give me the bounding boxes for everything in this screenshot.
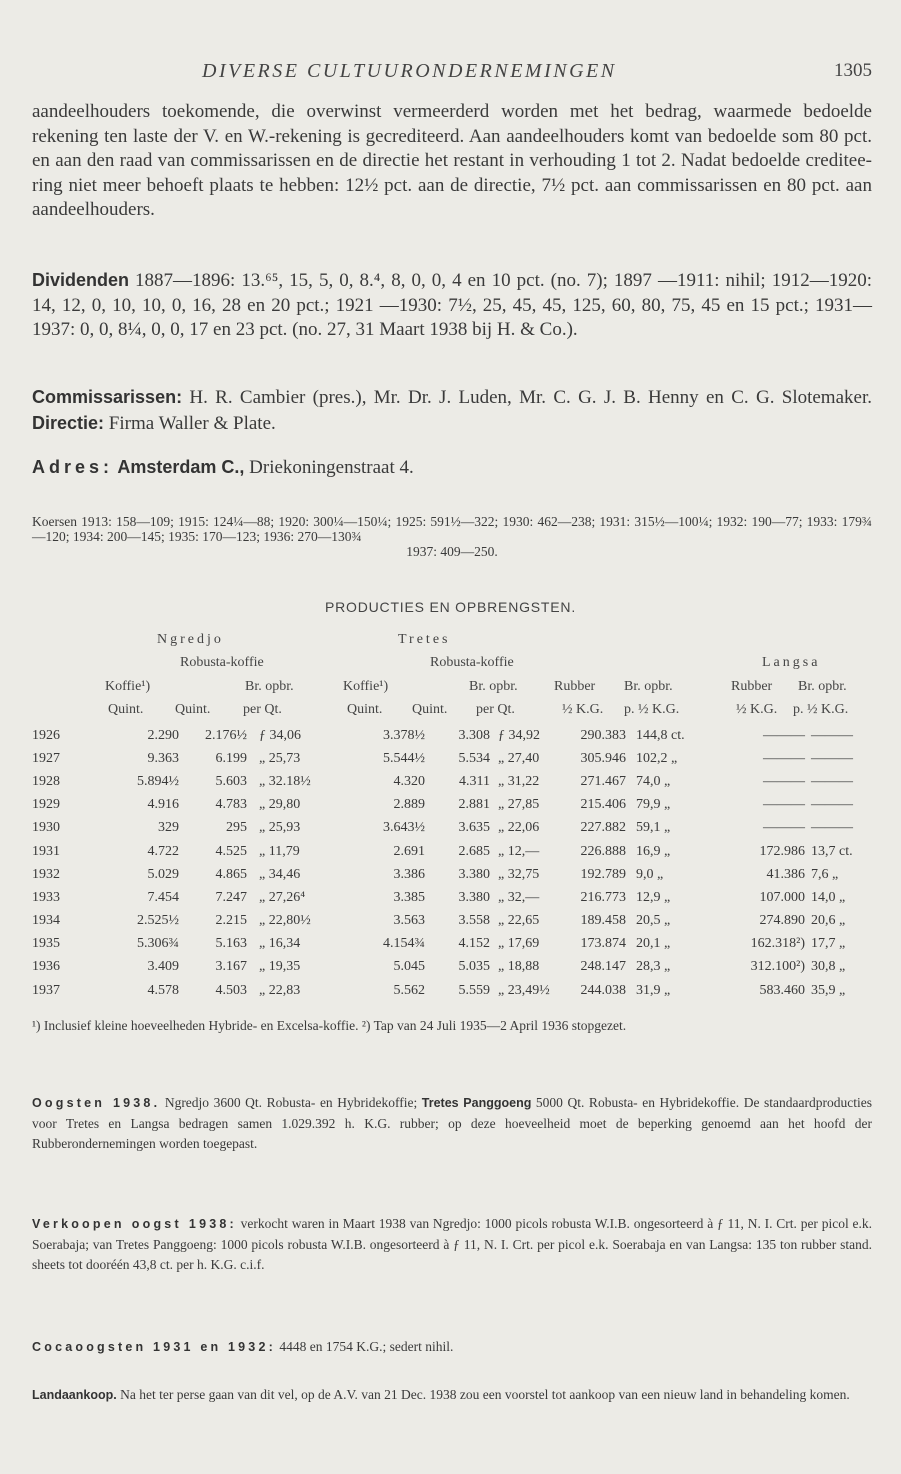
cell-langsa-rubber: 312.100²)	[750, 959, 805, 975]
cell-ngredjo-koffie: 2.290	[147, 727, 179, 743]
cocaoogsten-paragraph	[32, 1337, 872, 1358]
header-quint-3: Quint.	[347, 702, 383, 717]
cell-ngredjo-koffie: 3.409	[147, 959, 179, 975]
cell-tretes-rubber-bropbr: 144,8 ct.	[636, 727, 685, 743]
intro-paragraph: aandeelhouders toekomende, die overwinst vermeerderd worden met het bedrag, waarmede bedoelde rekening ten laste der V. en W.-rekening is gecrediteerd. Aan aandeelhouders komt van bedoelde som 80 pct. en aan den raad van commissarissen en de directie het restant in verhouding 1 tot 2. Nadat bedoelde crediteering niet meer behoeft plaats te hebben: 12½ pct. aan de directie, 7½ pct. aan commissarissen en 80 pct. aan aandeelhouders.	[32, 101, 872, 220]
header-rubber-langsa: Rubber	[731, 679, 773, 694]
cell-langsa-rubber: ———	[763, 750, 805, 766]
cell-tretes-rubber-bropbr: 9,0 „	[636, 866, 664, 882]
header-bropbr-langsa: Br. opbr.	[798, 679, 847, 694]
cell-langsa-rubber: 41.386	[766, 866, 805, 882]
cell-tretes-bropbr: „ 23,49½	[498, 982, 550, 998]
cell-tretes-rubber: 189.458	[580, 913, 626, 929]
cell-tretes-rubber-bropbr: 28,3 „	[636, 959, 671, 975]
cell-tretes-bropbr: „ 17,69	[498, 936, 540, 952]
cell-tretes-rubber-bropbr: 20,5 „	[636, 913, 671, 929]
cell-ngredjo-quint: 4.503	[215, 982, 247, 998]
cell-tretes-rubber: 305.946	[580, 750, 626, 766]
page-header	[32, 60, 872, 88]
cell-tretes-bropbr: ƒ 34,92	[498, 727, 540, 743]
cell-ngredjo-koffie: 9.363	[147, 750, 179, 766]
oogsten-text-2: 5000 Qt. Robusta- en Hybridekoffie. De standaardproducties voor Tretes en Langsa bedragen samen 1.029.392 h. K.G. rubber; op deze hoeveelheid moet de beperking genoemd aan het hoofd der Rubberondernemingen worden toegepast.	[32, 1095, 872, 1151]
cell-tretes-rubber: 192.789	[580, 866, 626, 882]
table-row	[32, 724, 873, 747]
cell-year: 1927	[32, 750, 60, 766]
cell-ngredjo-bropbr: „ 22,80½	[259, 913, 311, 929]
cell-langsa-rubber: 583.460	[759, 982, 805, 998]
table-row	[32, 817, 873, 840]
cell-year: 1929	[32, 797, 60, 813]
koersen-last: 1937: 409—250.	[406, 544, 498, 559]
cell-ngredjo-quint: 5.603	[215, 773, 247, 789]
group-tretes: Tretes	[398, 632, 451, 647]
header-bropbr-tretes: Br. opbr.	[469, 679, 518, 694]
cell-tretes-bropbr: „ 32,—	[498, 889, 540, 905]
table-row	[32, 979, 873, 1002]
cell-ngredjo-bropbr: „ 19,35	[259, 959, 301, 975]
cell-tretes-koffie: 3.385	[393, 889, 425, 905]
cell-tretes-rubber: 173.874	[580, 936, 626, 952]
dividenden-text: 1887—1896: 13.⁶⁵, 15, 5, 0, 8.⁴, 8, 0, 0, 4 en 10 pct. (no. 7); 1897 —1911: nihil; 1912—1920: 14, 12, 0, 10, 10, 0, 16, 28 en 20 pct.; 1921 —1930: 7½, 25, 45, 45, 125, 60, 80, 75, 45 en 15 pct.; 1931—1937: 0, 0, 8¼, 0, 0, 17 en 23 pct. (no. 27, 31 Maart 1938 bij H. & Co.).	[32, 270, 872, 340]
cell-langsa-rubber: ———	[763, 727, 805, 743]
table-title: PRODUCTIES EN OPBRENGSTEN.	[324, 599, 577, 615]
cell-tretes-koffie: 2.889	[393, 797, 425, 813]
cell-tretes-quint: 5.559	[458, 982, 490, 998]
cell-ngredjo-quint: 4.865	[215, 866, 247, 882]
cell-langsa-rubber: 107.000	[759, 889, 805, 905]
koersen-main: Koersen 1913: 158—109; 1915: 124¼—88; 1920: 300¼—150¼; 1925: 591½—322; 1930: 462—238; 1931: 315½—100¼; 1932: 190—77; 1933: 179¾—120; 1934: 200—145; 1935: 170—123; 1936: 270—130¾	[32, 514, 872, 544]
cell-tretes-quint: 2.881	[458, 797, 490, 813]
table-footnote: ¹) Inclusief kleine hoeveelheden Hybride- en Excelsa-koffie. ²) Tap van 24 Juli 1935—2 April 1936 stopgezet.	[32, 1018, 627, 1033]
koersen-paragraph	[32, 514, 872, 559]
cell-tretes-rubber: 216.773	[580, 889, 626, 905]
commissarissen-text: H. R. Cambier (pres.), Mr. Dr. J. Luden, Mr. C. G. J. B. Henny en C. G. Slotemaker.	[182, 387, 872, 408]
cocaoogsten-label: Cocaoogsten 1931 en 1932:	[32, 1340, 276, 1354]
cell-ngredjo-quint: 6.199	[215, 750, 247, 766]
directie-label: Directie:	[32, 412, 105, 433]
table-row	[32, 840, 873, 863]
cell-langsa-bropbr: 30,8 „	[811, 959, 846, 975]
cell-tretes-bropbr: „ 12,—	[498, 843, 540, 859]
oogsten-label: Oogsten 1938.	[32, 1096, 161, 1110]
cell-ngredjo-quint: 295	[226, 820, 247, 836]
cell-ngredjo-bropbr: ƒ 34,06	[259, 727, 301, 743]
cell-langsa-rubber: 172.986	[759, 843, 805, 859]
cell-langsa-bropbr: ———	[811, 727, 853, 743]
header-koffie-ngredjo: Koffie¹)	[105, 679, 151, 694]
cell-ngredjo-bropbr: „ 29,80	[259, 797, 301, 813]
cell-tretes-quint: 3.558	[458, 913, 490, 929]
cell-tretes-quint: 5.534	[458, 750, 490, 766]
cell-tretes-rubber: 271.467	[580, 773, 626, 789]
cell-tretes-rubber: 248.147	[580, 959, 626, 975]
cell-langsa-bropbr: ———	[811, 797, 853, 813]
cell-ngredjo-quint: 2.215	[215, 913, 247, 929]
page-number: 1305	[834, 60, 872, 81]
cell-tretes-koffie: 3.643½	[383, 820, 425, 836]
group-ngredjo: Ngredjo	[157, 632, 224, 647]
cell-ngredjo-quint: 2.176½	[205, 727, 247, 743]
cell-langsa-bropbr: 17,7 „	[811, 936, 846, 952]
cell-tretes-rubber: 226.888	[580, 843, 626, 859]
table-row	[32, 886, 873, 909]
cell-tretes-koffie: 5.045	[393, 959, 425, 975]
header-pkg-2: p. ½ K.G.	[793, 702, 849, 717]
cell-ngredjo-koffie: 4.722	[147, 843, 179, 859]
cell-year: 1926	[32, 727, 60, 743]
table-row	[32, 863, 873, 886]
cell-ngredjo-quint: 7.247	[215, 889, 247, 905]
cell-ngredjo-quint: 3.167	[215, 959, 247, 975]
landaankoop-paragraph	[32, 1385, 872, 1406]
cell-tretes-rubber: 290.383	[580, 727, 626, 743]
cell-year: 1935	[32, 936, 60, 952]
cell-year: 1932	[32, 866, 60, 882]
dividenden-label: Dividenden	[32, 270, 130, 290]
cell-tretes-rubber-bropbr: 74,0 „	[636, 773, 671, 789]
cell-langsa-bropbr: 13,7 ct.	[811, 843, 853, 859]
cell-tretes-rubber-bropbr: 31,9 „	[636, 982, 671, 998]
cell-tretes-koffie: 5.562	[393, 982, 425, 998]
cell-langsa-bropbr: 7,6 „	[811, 866, 839, 882]
cell-tretes-rubber: 215.406	[580, 797, 626, 813]
cell-tretes-quint: 5.035	[458, 959, 490, 975]
cell-year: 1930	[32, 820, 60, 836]
cell-ngredjo-koffie: 5.029	[147, 866, 179, 882]
oogsten-paragraph	[32, 1093, 872, 1155]
header-quint-2: Quint.	[175, 702, 211, 717]
header-koffie-tretes: Koffie¹)	[343, 679, 389, 694]
cell-tretes-koffie: 3.386	[393, 866, 425, 882]
cell-tretes-bropbr: „ 27,40	[498, 750, 540, 766]
cell-langsa-rubber: 162.318²)	[750, 936, 805, 952]
cell-tretes-koffie: 4.320	[393, 773, 425, 789]
cell-tretes-quint: 4.152	[458, 936, 490, 952]
cell-tretes-koffie: 5.544½	[383, 750, 425, 766]
landaankoop-text: Na het ter perse gaan van dit vel, op de A.V. van 21 Dec. 1938 zou een voorstel tot aankoop van een nieuw land in behandeling komen.	[116, 1387, 850, 1402]
cell-ngredjo-koffie: 4.578	[147, 982, 179, 998]
cell-tretes-rubber-bropbr: 20,1 „	[636, 936, 671, 952]
landaankoop-label: Landaankoop.	[32, 1388, 117, 1402]
cell-ngredjo-quint: 5.163	[215, 936, 247, 952]
cell-ngredjo-koffie: 5.894½	[137, 773, 179, 789]
table-row	[32, 933, 873, 956]
cell-tretes-koffie: 2.691	[393, 843, 425, 859]
cell-year: 1937	[32, 982, 60, 998]
header-pkg-1: p. ½ K.G.	[624, 702, 680, 717]
subgroup-tretes: Robusta-koffie	[430, 655, 514, 670]
cell-tretes-bropbr: „ 18,88	[498, 959, 540, 975]
cell-tretes-rubber: 244.038	[580, 982, 626, 998]
cell-tretes-quint: 4.311	[459, 773, 490, 789]
cell-tretes-bropbr: „ 31,22	[498, 773, 540, 789]
cell-year: 1936	[32, 959, 60, 975]
cell-langsa-bropbr: ———	[811, 773, 853, 789]
header-bropbr-ngredjo: Br. opbr.	[245, 679, 294, 694]
header-perqt-1: per Qt.	[243, 702, 282, 717]
header-quint-1: Quint.	[108, 702, 144, 717]
table-row	[32, 794, 873, 817]
cell-ngredjo-koffie: 5.306¾	[137, 936, 179, 952]
cell-ngredjo-koffie: 4.916	[147, 797, 179, 813]
cell-langsa-rubber: 274.890	[759, 913, 805, 929]
cell-langsa-rubber: ———	[763, 820, 805, 836]
cell-langsa-bropbr: 20,6 „	[811, 913, 846, 929]
cell-ngredjo-quint: 4.783	[215, 797, 247, 813]
cell-tretes-koffie: 3.378½	[383, 727, 425, 743]
directie-text: Firma Waller & Plate.	[104, 412, 276, 434]
commissarissen-label: Commissarissen:	[32, 387, 183, 407]
oogsten-text-1: Ngredjo 3600 Qt. Robusta- en Hybridekoffie;	[160, 1095, 422, 1110]
cell-tretes-koffie: 4.154¾	[383, 936, 425, 952]
cell-ngredjo-bropbr: „ 25,93	[259, 820, 301, 836]
header-bropbr-tretes-rubber: Br. opbr.	[624, 679, 673, 694]
cell-ngredjo-koffie: 2.525½	[137, 913, 179, 929]
oogsten-bold: Tretes Panggoeng	[421, 1096, 532, 1110]
cell-ngredjo-bropbr: „ 11,79	[259, 843, 300, 859]
table-row	[32, 747, 873, 770]
cell-ngredjo-koffie: 7.454	[147, 889, 179, 905]
cell-tretes-quint: 3.635	[458, 820, 490, 836]
adres-paragraph	[32, 455, 872, 481]
commissarissen-paragraph	[32, 385, 872, 436]
header-perqt-2: per Qt.	[476, 702, 515, 717]
cell-ngredjo-bropbr: „ 27,26⁴	[259, 889, 306, 905]
cell-ngredjo-quint: 4.525	[215, 843, 247, 859]
header-quint-4: Quint.	[412, 702, 448, 717]
cell-ngredjo-bropbr: „ 22,83	[259, 982, 301, 998]
cell-langsa-rubber: ———	[763, 797, 805, 813]
cell-ngredjo-bropbr: „ 25,73	[259, 750, 301, 766]
adres-city: Amsterdam C.,	[113, 457, 245, 477]
verkoopen-paragraph	[32, 1214, 872, 1276]
cell-tretes-bropbr: „ 22,06	[498, 820, 540, 836]
cell-tretes-rubber-bropbr: 12,9 „	[636, 889, 671, 905]
running-title: DIVERSE CULTUURONDERNEMINGEN	[202, 60, 617, 82]
cell-tretes-quint: 3.380	[458, 889, 490, 905]
cell-tretes-rubber-bropbr: 79,9 „	[636, 797, 671, 813]
cell-langsa-bropbr: ———	[811, 750, 853, 766]
cell-year: 1928	[32, 773, 60, 789]
cell-tretes-rubber: 227.882	[580, 820, 626, 836]
cell-ngredjo-bropbr: „ 32.18½	[259, 773, 311, 789]
table-row	[32, 956, 873, 979]
productions-table	[32, 724, 873, 1002]
cell-tretes-koffie: 3.563	[393, 913, 425, 929]
cell-year: 1933	[32, 889, 60, 905]
cell-tretes-rubber-bropbr: 16,9 „	[636, 843, 671, 859]
cell-tretes-rubber-bropbr: 59,1 „	[636, 820, 671, 836]
cell-tretes-quint: 3.308	[458, 727, 490, 743]
table-row	[32, 770, 873, 793]
cell-year: 1934	[32, 913, 60, 929]
cell-langsa-bropbr: 14,0 „	[811, 889, 846, 905]
cell-langsa-bropbr: 35,9 „	[811, 982, 846, 998]
header-rubber-tretes: Rubber	[554, 679, 596, 694]
cell-tretes-quint: 2.685	[458, 843, 490, 859]
cell-tretes-rubber-bropbr: 102,2 „	[636, 750, 678, 766]
adres-label: Adres:	[32, 457, 114, 477]
cell-langsa-rubber: ———	[763, 773, 805, 789]
cell-tretes-quint: 3.380	[458, 866, 490, 882]
cell-tretes-bropbr: „ 27,85	[498, 797, 540, 813]
cell-ngredjo-bropbr: „ 16,34	[259, 936, 301, 952]
dividenden-paragraph	[32, 268, 872, 343]
group-langsa: Langsa	[762, 655, 821, 670]
cell-ngredjo-koffie: 329	[158, 820, 179, 836]
verkoopen-text: verkocht waren in Maart 1938 van Ngredjo: 1000 picols robusta W.I.B. ongesorteerd à ƒ 11, N. I. Crt. per picol e.k. Soerabaja; van Tretes Panggoeng: 1000 picols robusta W.I.B. ongesorteerd à ƒ 11, N. I. Crt. per picol e.k. Soerabaja en van Langsa: 135 ton rubber stand. sheets tot dooréén 43,8 ct. per h. K.G. c.i.f.	[32, 1216, 873, 1272]
header-kg-1: ½ K.G.	[562, 702, 604, 717]
verkoopen-label: Verkoopen oogst 1938:	[32, 1217, 237, 1231]
table-row	[32, 910, 873, 933]
cell-ngredjo-bropbr: „ 34,46	[259, 866, 301, 882]
cell-year: 1931	[32, 843, 60, 859]
cocaoogsten-text: 4448 en 1754 K.G.; sedert nihil.	[275, 1339, 454, 1354]
adres-text: Driekoningenstraat 4.	[244, 457, 414, 478]
cell-tretes-bropbr: „ 22,65	[498, 913, 540, 929]
cell-tretes-bropbr: „ 32,75	[498, 866, 540, 882]
subgroup-ngredjo: Robusta-koffie	[180, 655, 264, 670]
cell-langsa-bropbr: ———	[811, 820, 853, 836]
header-kg-2: ½ K.G.	[736, 702, 778, 717]
